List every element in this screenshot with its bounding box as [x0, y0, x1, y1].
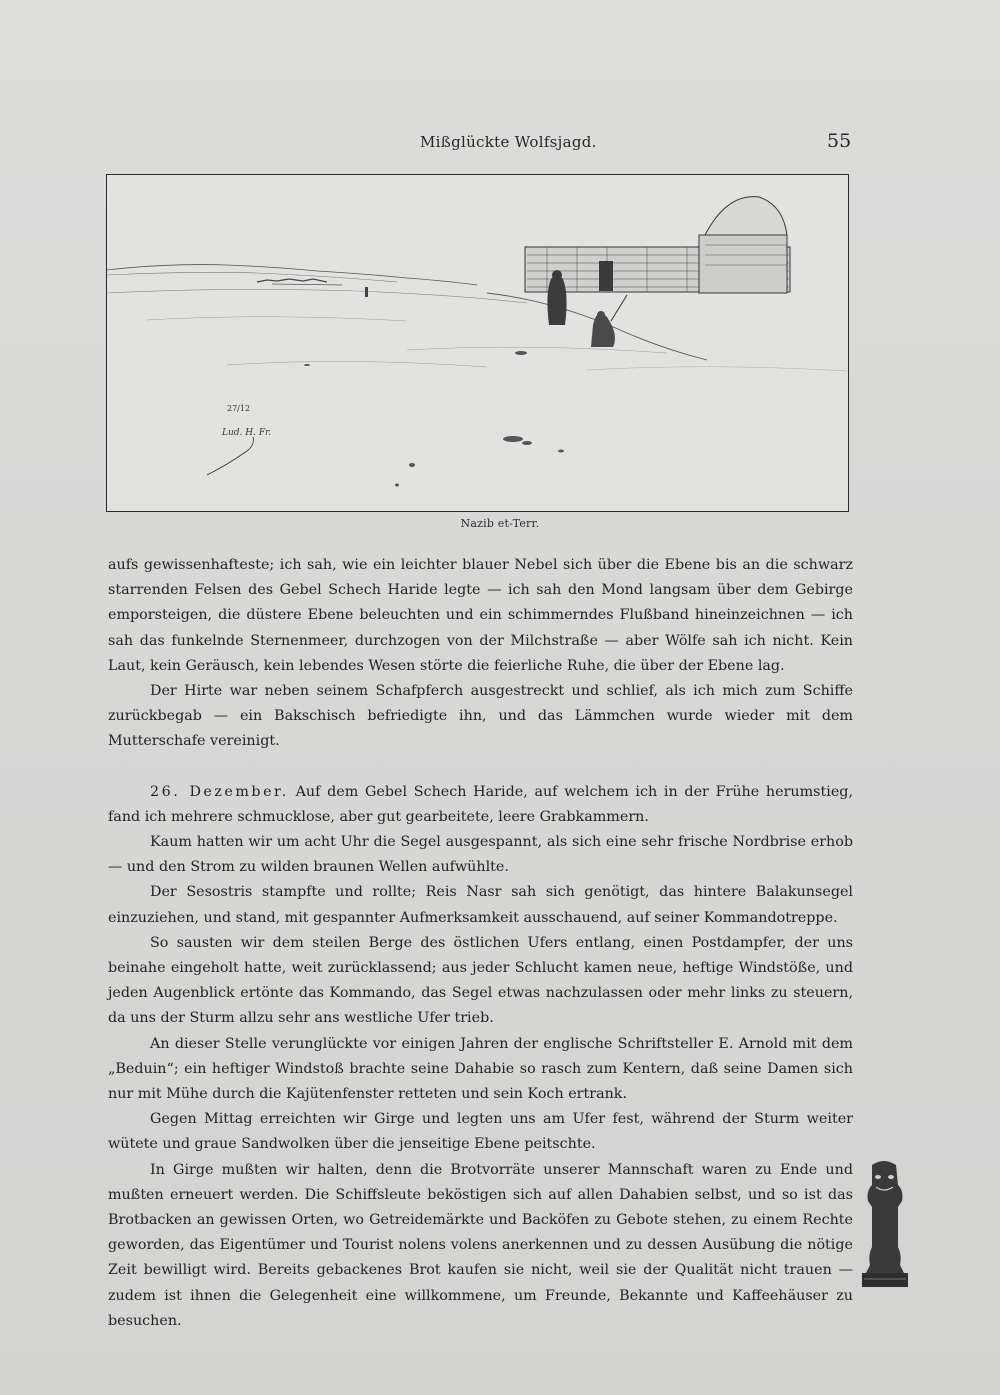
paragraph-text: Auf dem Gebel Schech Haride, auf welchem ich in der Frühe herumstieg, fand ich mehrere schmucklose, aber gut gearbeitete, leere Grabkammern. [108, 783, 853, 825]
date-heading: 26. Dezember. [150, 783, 289, 800]
paragraph: So sausten wir dem steilen Berge des östlichen Ufers entlang, einen Postdampfer, der uns beinahe eingeholt hatte, weit zurücklassend; aus jeder Schlucht kamen neue, heftige Windstöße, und jeden Augenblick ertönte das Kommando, das Segel etwas nachzulassen oder mehr links zu steuern, da uns der Sturm allzu sehr ans westliche Ufer trieb. [108, 934, 853, 1027]
artist-signature: Lud. H. Fr. [222, 428, 272, 438]
illustration-figure [106, 174, 849, 512]
paragraph: Gegen Mittag erreichten wir Girge und legten uns am Ufer fest, während der Sturm weiter wütete und graue Sandwolken über die jenseitige Ebene peitschte. [108, 1111, 853, 1153]
running-title: Mißglückte Wolfsjagd. [420, 133, 597, 151]
paragraph: Der Hirte war neben seinem Schafpferch ausgestreckt und schlief, als ich mich zum Schiffe zurückbegab — ein Bakschisch befriedigte ihn, und das Lämmchen wurde wieder mit dem Mutterschafe vereinigt. [108, 683, 853, 750]
statuette-ornament [858, 1155, 910, 1295]
running-head [0, 130, 1000, 157]
paragraph: Kaum hatten wir um acht Uhr die Segel ausgespannt, als sich eine sehr frische Nordbrise erhob — und den Strom zu wilden braunen Wellen aufwühlte. [108, 834, 853, 876]
paragraph: aufs gewissenhafteste; ich sah, wie ein leichter blauer Nebel sich über die Ebene bis an die schwarz starrenden Felsen des Gebel Schech Haride legte — ich sah den Mond langsam über dem Gebirge emporsteigen, die düstere Ebene beleuchten und ein schimmerndes Flußband hineinzeichnen — ich sah das funkelnde Sternenmeer, durchzogen von der Milchstraße — aber Wölfe sah ich nicht. Kein Laut, kein Geräusch, kein lebendes Wesen störte die feierliche Ruhe, die über der Ebene lag. [108, 557, 853, 674]
paragraph: Der Sesostris stampfte und rollte; Reis Nasr sah sich genötigt, das hintere Balakunsegel einzuziehen, und stand, mit gespannter Aufmerksamkeit ausschauend, auf seiner Kommandotreppe. [108, 884, 853, 926]
body-text [108, 553, 853, 1334]
figure-caption: Nazib et-Terr. [460, 517, 540, 530]
paragraph: An dieser Stelle verunglückte vor einigen Jahren der englische Schriftsteller E. Arnold mit dem „Beduin“; ein heftiger Windstoß brachte seine Dahabie so rasch zum Kentern, daß seine Damen sich nur mit Mühe durch die Kajütenfenster retteten und sein Koch ertrank. [108, 1035, 853, 1103]
dated-paragraph [108, 780, 853, 830]
signature-date: 27/12 [227, 404, 251, 413]
desert-landscape-sketch [107, 175, 849, 512]
page-number: 55 [827, 130, 852, 152]
paragraph: In Girge mußten wir halten, denn die Brotvorräte unserer Mannschaft waren zu Ende und mußten erneuert werden. Die Schiffsleute beköstigen sich auf allen Dahabien selbst, und so ist das Brotbacken an gewissen Orten, wo Getreidemärkte und Backöfen zu Gebote stehen, zu einem Rechte geworden, das Eigentümer und Tourist nolens volens anerkennen und zu dessen Ausübung die nötige Zeit bewilligt wird. Bereits gebackenes Brot kaufen sie nicht, weil sie der Qualität nicht trauen — zudem ist ihnen die Gelegenheit eine willkommene, um Freunde, Bekannte und Kaffeehäuser zu besuchen. [108, 1161, 853, 1329]
